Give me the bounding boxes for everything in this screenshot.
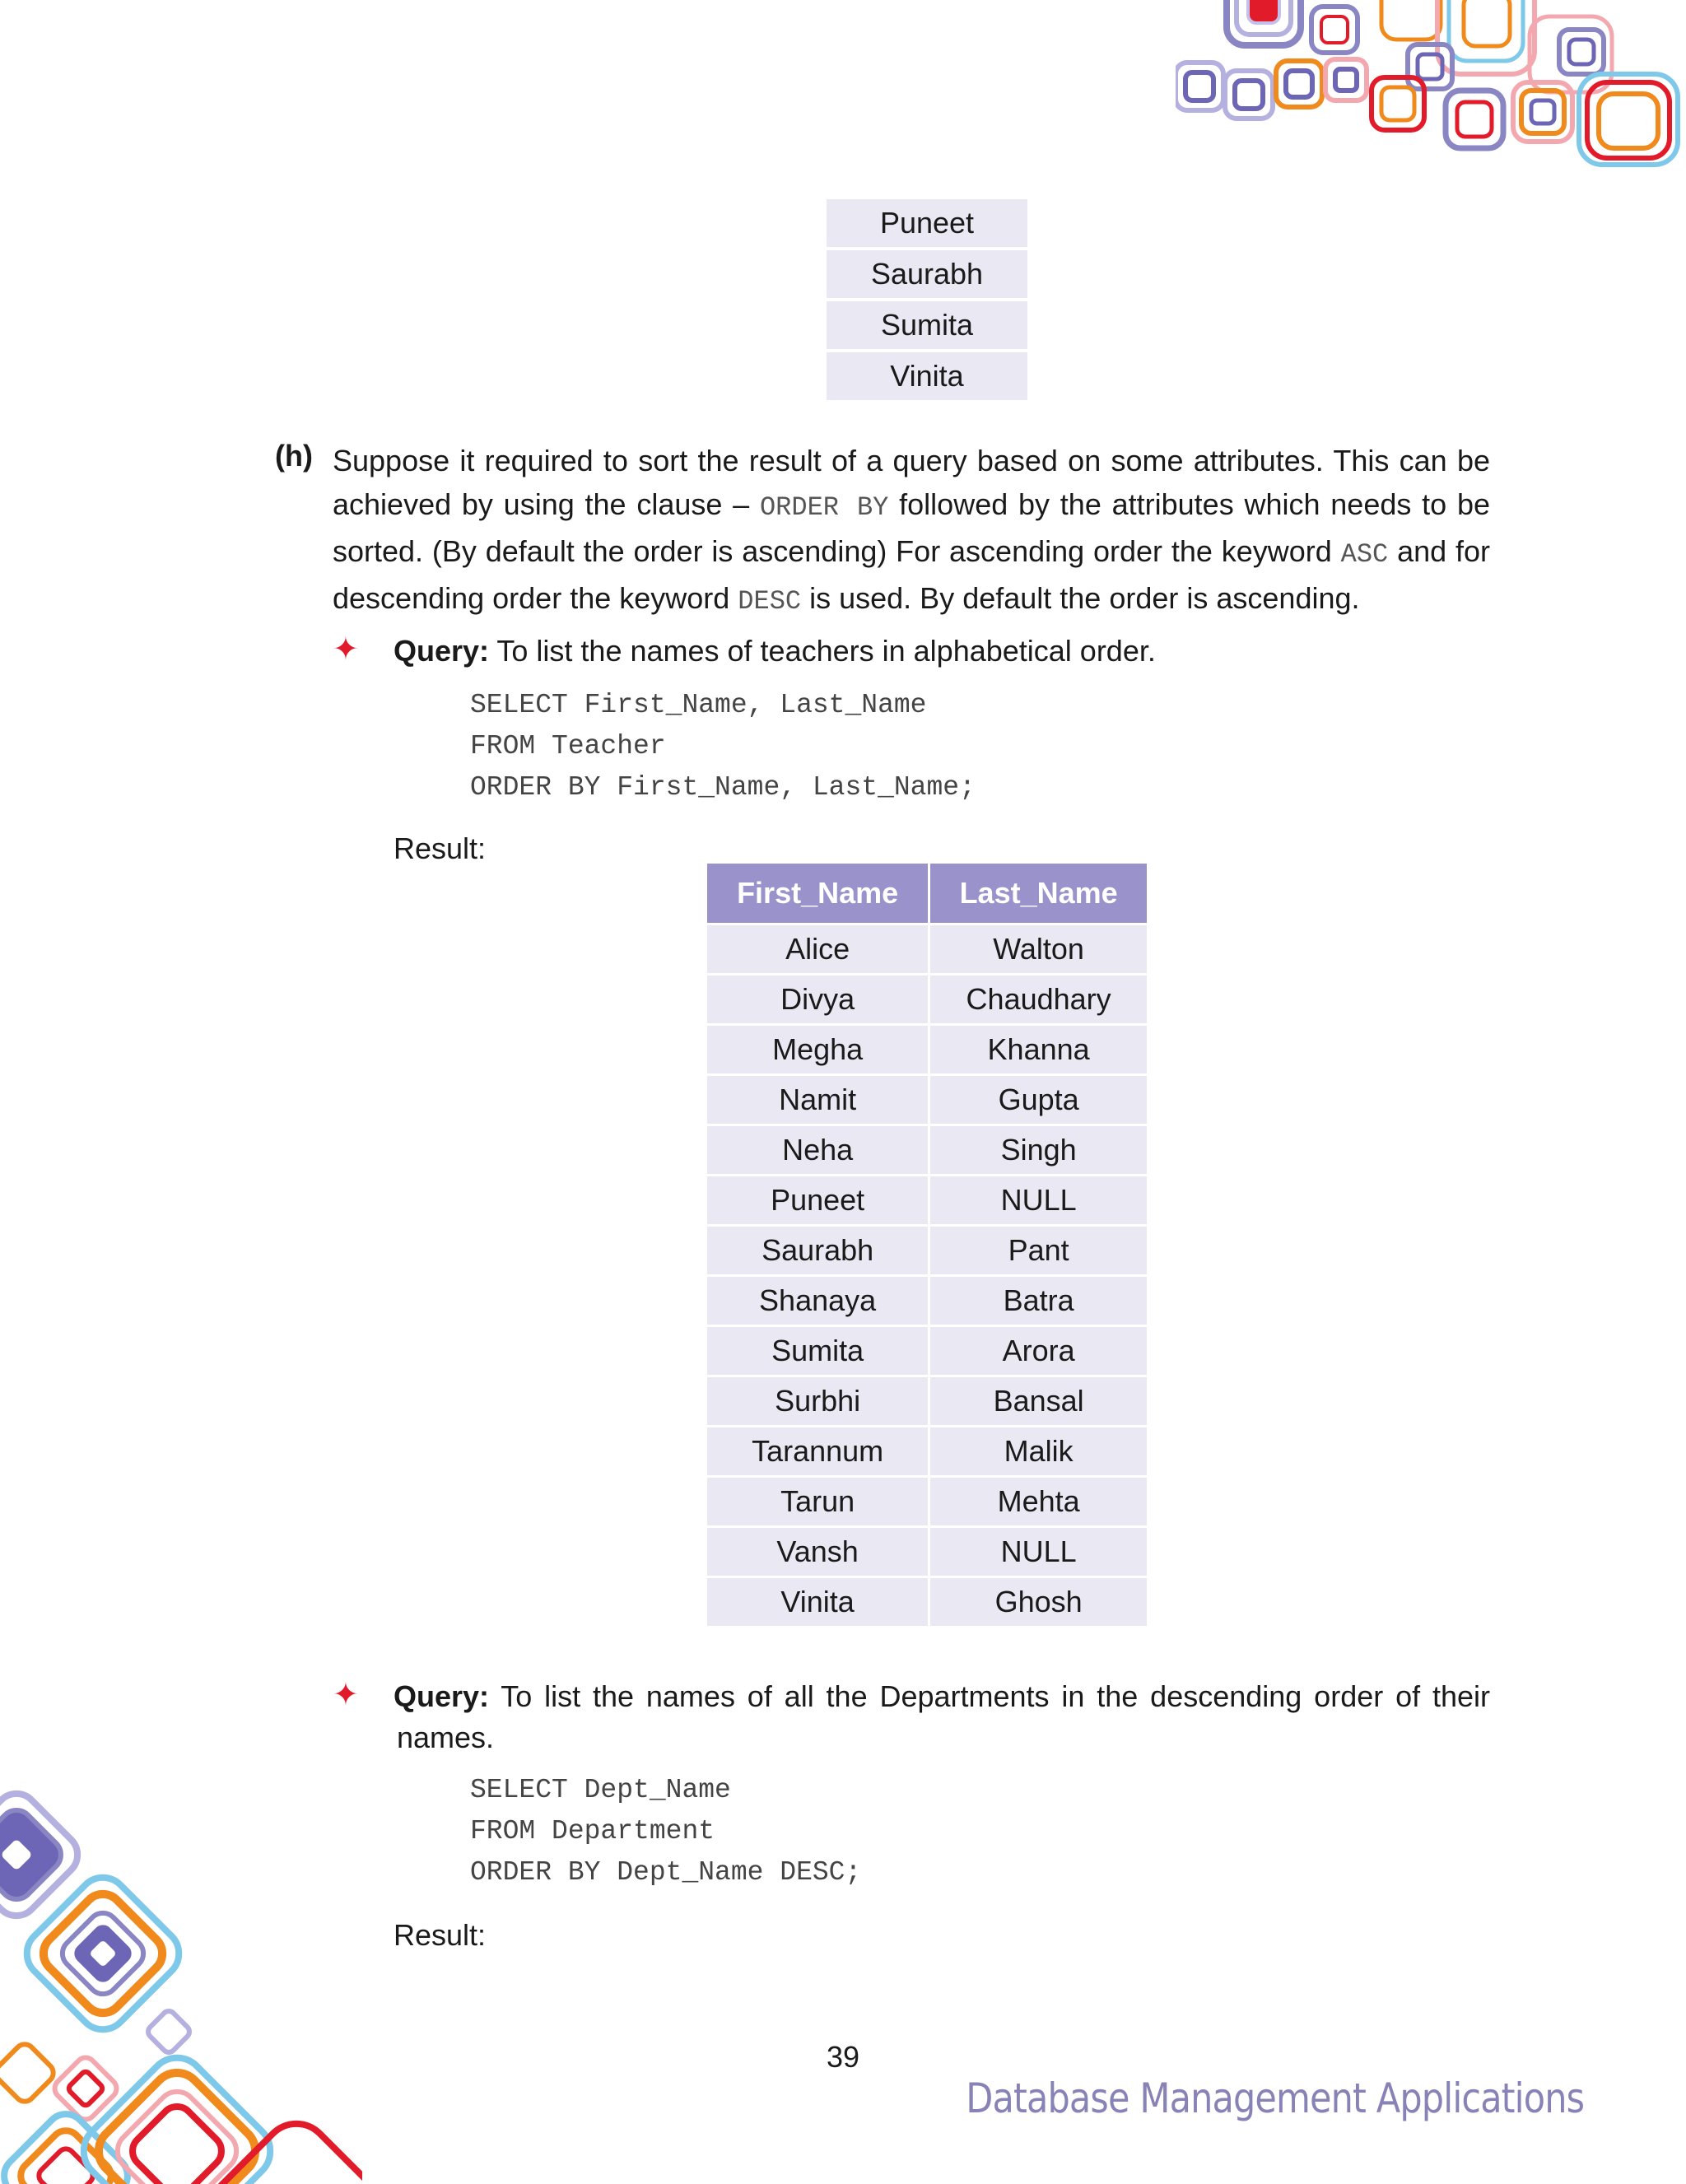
table-row: [707, 1578, 1147, 1626]
last-name-cell: Walton: [930, 925, 1147, 973]
table-row: [827, 250, 1027, 298]
decorative-squares-top-right: [1176, 0, 1686, 173]
paragraph-line-2: achieved by using the clause – ORDER BY followed by the attributes which needs to be: [333, 487, 1490, 523]
query2-code-block: [470, 1770, 861, 1893]
table-row: [707, 1126, 1147, 1174]
code-line: SELECT First_Name, Last_Name: [470, 690, 927, 720]
query1-code-block: [470, 685, 976, 808]
footer-book-title: Database Management Applications: [966, 2075, 1584, 2122]
section-label-h: (h): [275, 439, 313, 473]
table-row: [827, 352, 1027, 400]
last-name-cell: Batra: [930, 1277, 1147, 1325]
first-name-cell: Namit: [707, 1076, 928, 1124]
last-name-cell: Pant: [930, 1227, 1147, 1274]
last-name-cell: Malik: [930, 1427, 1147, 1475]
decorative-diamonds-bottom-left: [0, 1789, 362, 2184]
table-row: [707, 1227, 1147, 1274]
first-name-cell: Alice: [707, 925, 928, 973]
table-row: [827, 199, 1027, 247]
page-number: 39: [826, 2040, 860, 2074]
first-name-cell: Sumita: [707, 1327, 928, 1375]
table-row: [707, 925, 1147, 973]
last-name-cell: NULL: [930, 1528, 1147, 1576]
paragraph-line-3: sorted. (By default the order is ascending) For ascending order the keyword ASC and for: [333, 534, 1490, 570]
last-name-cell: Bansal: [930, 1377, 1147, 1425]
table-row: [707, 1277, 1147, 1325]
name-cell: Sumita: [827, 301, 1027, 349]
code-line: ORDER BY Dept_Name DESC;: [470, 1857, 862, 1888]
last-name-cell: Khanna: [930, 1026, 1147, 1073]
code-line: ORDER BY First_Name, Last_Name;: [470, 772, 976, 803]
first-name-cell: Surbhi: [707, 1377, 928, 1425]
first-name-cell: Tarun: [707, 1478, 928, 1525]
previous-result-table: [827, 196, 1027, 403]
table-row: [707, 1377, 1147, 1425]
code-line: FROM Department: [470, 1816, 715, 1846]
last-name-cell: Arora: [930, 1327, 1147, 1375]
table-row: [707, 976, 1147, 1023]
column-header-last-name: Last_Name: [930, 864, 1147, 923]
query1-result-label: Result:: [394, 831, 487, 865]
name-cell: Vinita: [827, 352, 1027, 400]
column-header-first-name: First_Name: [707, 864, 928, 923]
table-row: [707, 1528, 1147, 1576]
first-name-cell: Vansh: [707, 1528, 928, 1576]
table-row: [707, 1026, 1147, 1073]
last-name-cell: Singh: [930, 1126, 1147, 1174]
table-row: [707, 1327, 1147, 1375]
first-name-cell: Divya: [707, 976, 928, 1023]
bullet-star-icon: ✦: [333, 1678, 359, 1712]
last-name-cell: Ghosh: [930, 1578, 1147, 1626]
query1-description: Query: To list the names of teachers in alphabetical order.: [394, 634, 1156, 668]
section-h-paragraph: [333, 439, 1490, 623]
first-name-cell: Megha: [707, 1026, 928, 1073]
keyword-desc: DESC: [738, 586, 802, 617]
teacher-names-result-table: [705, 861, 1149, 1628]
table-row: [707, 1427, 1147, 1475]
keyword-order-by: ORDER BY: [759, 492, 889, 523]
last-name-cell: Mehta: [930, 1478, 1147, 1525]
table-row: [707, 1478, 1147, 1525]
first-name-cell: Saurabh: [707, 1227, 928, 1274]
code-line: SELECT Dept_Name: [470, 1775, 731, 1805]
first-name-cell: Tarannum: [707, 1427, 928, 1475]
first-name-cell: Shanaya: [707, 1277, 928, 1325]
last-name-cell: Chaudhary: [930, 976, 1147, 1023]
last-name-cell: Gupta: [930, 1076, 1147, 1124]
first-name-cell: Neha: [707, 1126, 928, 1174]
name-cell: Puneet: [827, 199, 1027, 247]
table-row: [707, 1076, 1147, 1124]
first-name-cell: Puneet: [707, 1176, 928, 1224]
first-name-cell: Vinita: [707, 1578, 928, 1626]
last-name-cell: NULL: [930, 1176, 1147, 1224]
bullet-star-icon: ✦: [333, 632, 359, 667]
table-row: [707, 1176, 1147, 1224]
table-header-row: [707, 864, 1147, 923]
keyword-asc: ASC: [1340, 539, 1389, 570]
table-row: [827, 301, 1027, 349]
paragraph-line-1: Suppose it required to sort the result of a query based on some attributes. This can be: [333, 444, 1490, 477]
query2-result-label: Result:: [394, 1918, 487, 1952]
query2-description-line1: Query: To list the names of all the Departments in the descending order of their: [394, 1679, 1490, 1713]
code-line: FROM Teacher: [470, 731, 666, 761]
paragraph-line-4: descending order the keyword DESC is used. By default the order is ascending.: [333, 581, 1360, 617]
query2-description-line2: names.: [397, 1721, 495, 1754]
name-cell: Saurabh: [827, 250, 1027, 298]
